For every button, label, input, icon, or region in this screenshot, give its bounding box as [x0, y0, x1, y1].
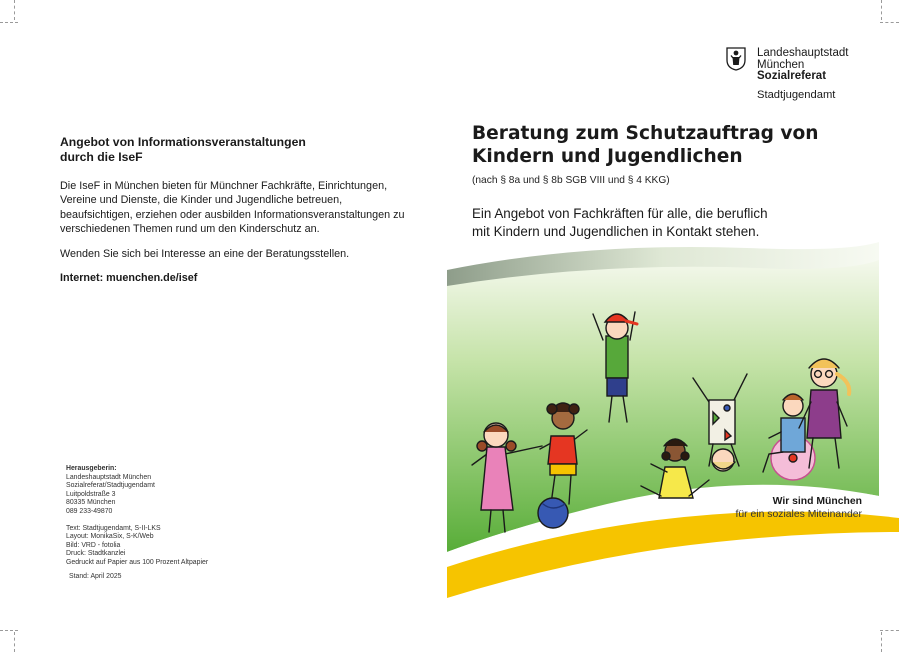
cover-title-line2: Kindern und Jugendlichen [472, 146, 743, 167]
cover-subtitle-line1: Ein Angebot von Fachkräften für alle, die beruflich [472, 206, 768, 221]
imprint-credit-line: Bild: VRD - fotolia [66, 541, 121, 549]
cover-subtitle [472, 205, 882, 240]
imprint-credit-line: Gedruckt auf Papier aus 100 Prozent Altpapier [66, 558, 209, 566]
crop-mark-bottom-right [881, 632, 882, 652]
crop-mark-top-left-h [0, 22, 18, 23]
crop-mark-top-right-h [880, 22, 899, 23]
imprint-address-line: Landeshauptstadt München [66, 473, 152, 481]
slogan-line2: für ein soziales Miteinander [735, 509, 862, 520]
crop-mark-bottom-right-h [880, 630, 899, 631]
cover-title-line1: Beratung zum Schutzauftrag von [472, 123, 819, 144]
imprint-address-line: Luitpoldstraße 3 [66, 490, 116, 498]
logo-line1: Landeshauptstadt [757, 47, 849, 59]
cover-illustration [447, 242, 899, 602]
imprint-address-line: 80335 München [66, 499, 116, 507]
cover-subtitle-line2: mit Kindern und Jugendlichen in Kontakt stehen. [472, 223, 760, 239]
legal-reference: (nach § 8a und § 8b SGB VIII und § 4 KKG) [472, 175, 670, 186]
imprint-credit-line: Druck: Stadtkanzlei [66, 550, 126, 558]
info-heading [60, 135, 405, 165]
cover-title [472, 122, 892, 168]
imprint-stand: Stand: April 2025 [69, 572, 122, 580]
imprint-credit-line: Layout: MonikaSix, S-K/Web [66, 533, 154, 541]
contact-note: Wenden Sie sich bei Interesse an eine der Beratungsstellen. [60, 247, 350, 260]
imprint-credit-line: Text: Stadtjugendamt, S-II-LKS [66, 524, 161, 532]
crop-mark-bottom-left-h [0, 630, 18, 631]
slogan-line1: Wir sind München [772, 496, 862, 507]
imprint-address-line: Sozialreferat/Stadtjugendamt [66, 482, 155, 490]
logo-text [757, 48, 848, 83]
logo-line3: Sozialreferat [757, 70, 827, 82]
crop-mark-top-left [14, 0, 15, 20]
crop-mark-top-right [881, 0, 882, 20]
munich-crest-icon [726, 45, 746, 71]
info-heading-line2: durch die IseF [60, 150, 143, 164]
slogan [736, 495, 862, 521]
info-body-text: Die IseF in München bieten für Münchner Fachkräfte, Einrichtungen, Vereine und Dienste, die Kinder und Jugendliche betreuen, beaufsichtigen, erziehen oder ausbilden Informationsveranstaltungen zu verschiedenen Themen rund um den Kinderschutz an. [60, 180, 405, 236]
crop-mark-bottom-left [14, 632, 15, 652]
logo-line2: München [757, 58, 805, 71]
imprint-label: Herausgeberin: [66, 465, 117, 472]
imprint-phone: 089 233-49870 [66, 507, 113, 515]
department-name: Stadtjugendamt [757, 89, 836, 101]
imprint [66, 465, 296, 581]
info-heading-line1: Angebot von Informationsveranstaltungen [60, 135, 306, 149]
info-panel [60, 135, 405, 285]
internet-link[interactable]: Internet: muenchen.de/isef [60, 272, 198, 285]
